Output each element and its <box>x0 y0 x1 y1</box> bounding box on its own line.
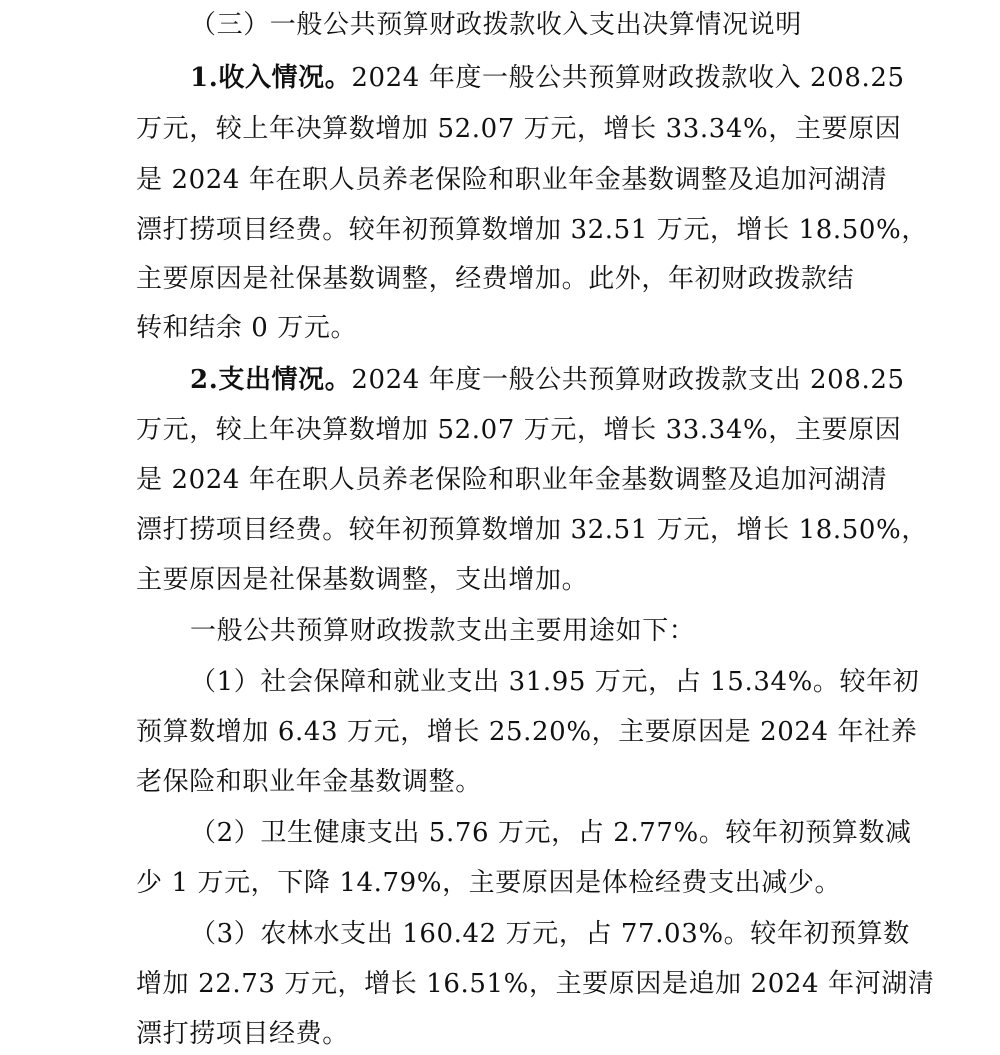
expenditure-line-1: 万元，较上年决算数增加 52.07 万元，增长 33.34%，主要原因 <box>136 415 902 445</box>
income-line-5: 转和结余 0 万元。 <box>136 313 358 343</box>
expenditure-line-4: 主要原因是社保基数调整，支出增加。 <box>136 565 589 595</box>
item-3-line-2: 漂打捞项目经费。 <box>136 1019 349 1049</box>
item-1-line-1: 预算数增加 6.43 万元，增长 25.20%，主要原因是 2024 年社养 <box>136 717 918 747</box>
income-line-0: 2024 年度一般公共预算财政拨款收入 208.25 <box>351 63 905 93</box>
income-label: 1.收入情况。 <box>190 63 352 93</box>
section-title: （三）一般公共预算财政拨款收入支出决算情况说明 <box>190 10 802 40</box>
expenditure-label: 2.支出情况。 <box>190 365 352 395</box>
item-2-line-1: 少 1 万元，下降 14.79%，主要原因是体检经费支出减少。 <box>136 868 842 898</box>
item-1-line-0: （1）社会保障和就业支出 31.95 万元，占 15.34%。较年初 <box>190 667 920 697</box>
income-line-2: 是 2024 年在职人员养老保险和职业年金基数调整及追加河湖清 <box>136 165 888 195</box>
income-line-3: 漂打捞项目经费。较年初预算数增加 32.51 万元，增长 18.50%， <box>136 215 928 245</box>
uses-intro: 一般公共预算财政拨款支出主要用途如下： <box>190 616 696 646</box>
item-3-line-0: （3）农林水支出 160.42 万元，占 77.03%。较年初预算数 <box>190 919 910 949</box>
item-2-line-0: （2）卫生健康支出 5.76 万元，占 2.77%。较年初预算数减 <box>190 818 912 848</box>
expenditure-line-3: 漂打捞项目经费。较年初预算数增加 32.51 万元，增长 18.50%， <box>136 515 928 545</box>
income-line-1: 万元，较上年决算数增加 52.07 万元，增长 33.34%，主要原因 <box>136 114 902 144</box>
expenditure-line-0: 2024 年度一般公共预算财政拨款支出 208.25 <box>351 365 905 395</box>
item-3-line-1: 增加 22.73 万元，增长 16.51%，主要原因是追加 2024 年河湖清 <box>136 969 935 999</box>
item-1-line-2: 老保险和职业年金基数调整。 <box>136 767 482 797</box>
income-first-line <box>190 61 905 95</box>
income-line-4: 主要原因是社保基数调整，经费增加。此外，年初财政拨款结 <box>136 264 855 294</box>
expenditure-line-2: 是 2024 年在职人员养老保险和职业年金基数调整及追加河湖清 <box>136 465 888 495</box>
expenditure-first-line <box>190 363 905 397</box>
